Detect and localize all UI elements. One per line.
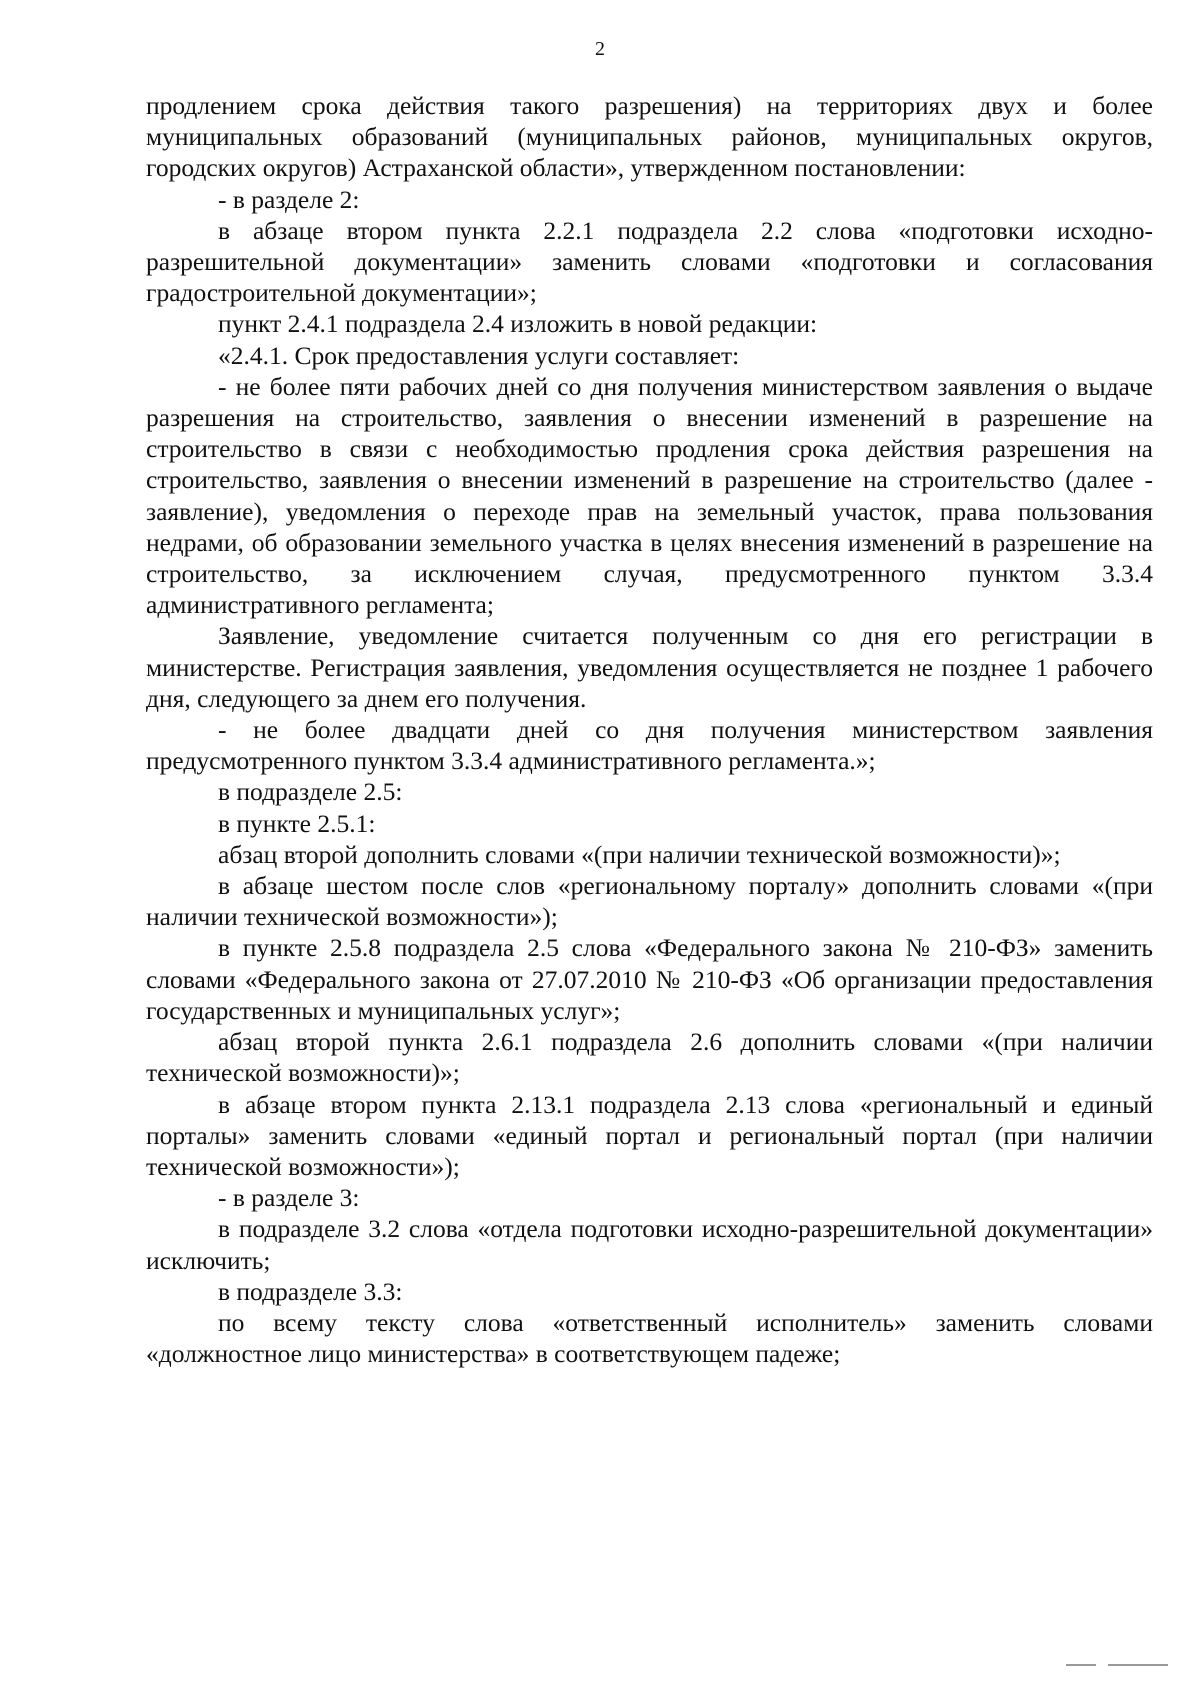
paragraph: в абзаце втором пункта 2.2.1 подраздела 2.2 слова «подготовки исходно-разрешительной документации» заменить словами «подготовки и согласования градостроительной документации»; bbox=[146, 215, 1153, 308]
paragraph: Заявление, уведомление считается полученным со дня его регистрации в министерстве. Регистрация заявления, уведомления осуществляется не позднее 1 рабочего дня, следующего за днем его получения. bbox=[146, 621, 1153, 713]
paragraph: в подразделе 3.3: bbox=[218, 1276, 403, 1306]
scan-artifact-mark bbox=[1066, 1664, 1096, 1666]
paragraph: в подразделе 2.5: bbox=[218, 777, 403, 807]
document-body bbox=[146, 90, 1153, 1369]
page-number: 2 bbox=[595, 38, 605, 60]
paragraph: - в разделе 3: bbox=[218, 1183, 360, 1213]
paragraph: в абзаце шестом после слов «региональному порталу» дополнить словами «(при наличии технической возможности»); bbox=[146, 871, 1153, 932]
paragraph: - не более пяти рабочих дней со дня получения министерством заявления о выдаче разрешения на строительство, заявления о внесении изменений в разрешение на строительство в связи с необходимостью продления срока действия разрешения на строительство, заявления о внесении изменений в разрешение на строительство (далее - заявление), уведомления о переходе прав на земельный участок, права пользования недрами, об образовании земельного участка в целях внесения изменений в разрешение на строительство, за исключением случая, предусмотренного пунктом 3.3.4 административного регламента; bbox=[146, 371, 1153, 620]
paragraph: абзац второй дополнить словами «(при наличии технической возможности)»; bbox=[218, 839, 1061, 869]
paragraph: - в разделе 2: bbox=[218, 184, 360, 214]
paragraph: в подразделе 3.2 слова «отдела подготовки исходно-разрешительной документации» исключить; bbox=[146, 1214, 1153, 1275]
paragraph: по всему тексту слова «ответственный исполнитель» заменить словами «должностное лицо министерства» в соответствующем падеже; bbox=[146, 1307, 1153, 1369]
paragraph: «2.4.1. Срок предоставления услуги составляет: bbox=[218, 340, 740, 370]
paragraph: абзац второй пункта 2.6.1 подраздела 2.6 дополнить словами «(при наличии технической возможности)»; bbox=[146, 1027, 1153, 1088]
paragraph: - не более двадцати дней со дня получения министерством заявления предусмотренного пунктом 3.3.4 административного регламента.»; bbox=[146, 715, 1153, 776]
scan-artifact-mark bbox=[1108, 1664, 1168, 1666]
paragraph: пункт 2.4.1 подраздела 2.4 изложить в новой редакции: bbox=[218, 309, 818, 339]
paragraph: в пункте 2.5.1: bbox=[218, 808, 376, 838]
paragraph: продлением срока действия такого разрешения) на территориях двух и более муниципальных образований (муниципальных районов, муниципальных округов, городских округов) Астраханской области», утвержденном постановлении: bbox=[146, 91, 1153, 183]
paragraph: в пункте 2.5.8 подраздела 2.5 слова «Федерального закона № 210-ФЗ» заменить словами «Федерального закона от 27.07.2010 № 210-ФЗ «Об организации предоставления государственных и муниципальных услуг»; bbox=[146, 933, 1153, 1025]
paragraph: в абзаце втором пункта 2.13.1 подраздела 2.13 слова «региональный и единый порталы» заменить словами «единый портал и региональный портал (при наличии технической возможности»); bbox=[146, 1089, 1153, 1181]
